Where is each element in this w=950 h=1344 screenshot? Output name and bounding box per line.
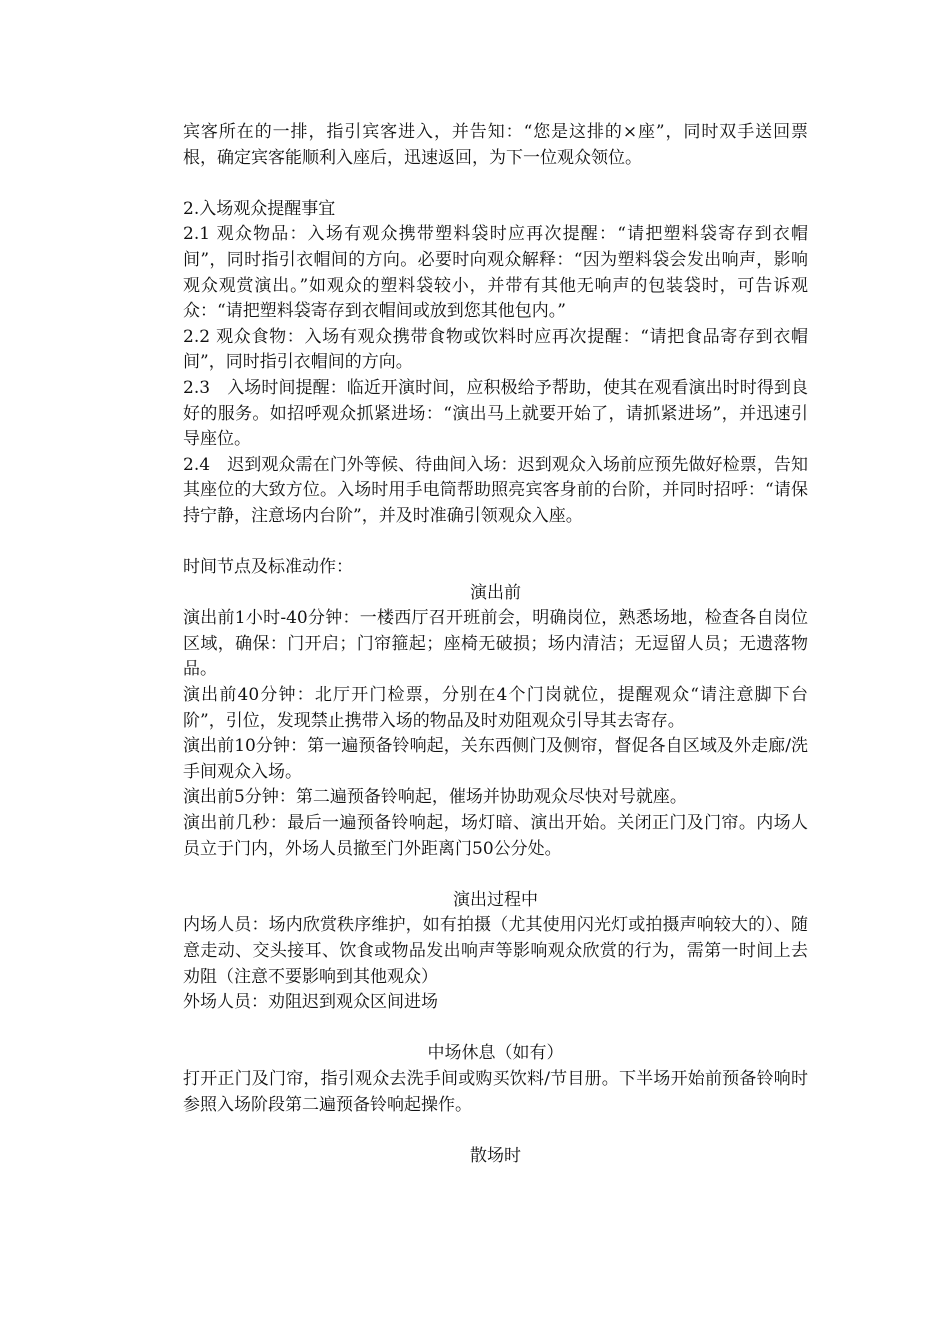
- reminder-item-latecomers: 2.4 迟到观众需在门外等候、待曲间入场：迟到观众入场前应预先做好检票，告知其座位的大致方位。入场时用手电筒帮助照亮宾客身前的台阶，并同时招呼：“请保持宁静，注意场内台阶”，并及时准确引领观众入座。: [183, 454, 808, 526]
- reminders-heading: 2.入场观众提醒事宜: [183, 198, 336, 219]
- schedule-heading: 时间节点及标准动作：: [183, 557, 353, 578]
- during-item-inner-staff: 内场人员：场内欣赏秩序维护，如有拍摄（尤其使用闪光灯或拍摄声响较大的）、随意走动、交头接耳、饮食或物品发出响声等影响观众欣赏的行为，需第一时间上去劝阻（注意不要影响到其他观众）: [183, 915, 808, 987]
- section-title-during-show: 演出过程中: [453, 889, 538, 910]
- spacer: [183, 1016, 808, 1042]
- spacer: [183, 862, 808, 888]
- spacer: [183, 1118, 808, 1144]
- reminder-item-food: 2.2 观众食物：入场有观众携带食物或饮料时应再次提醒：“请把食品寄存到衣帽间”，同时指引衣帽间的方向。: [183, 326, 808, 373]
- intermission-item: 打开正门及门帘，指引观众去洗手间或购买饮料/节目册。下半场开始前预备铃响时参照入场阶段第二遍预备铃响起操作。: [183, 1068, 808, 1115]
- intro-paragraph: 宾客所在的一排，指引宾客进入，并告知：“您是这排的×座”，同时双手送回票根，确定宾客能顺利入座后，迅速返回，为下一位观众领位。: [183, 122, 808, 168]
- reminder-item-belongings: 2.1 观众物品：入场有观众携带塑料袋时应再次提醒：“请把塑料袋寄存到衣帽间”，同时指引衣帽间的方向。必要时向观众解释：“因为塑料袋会发出响声，影响观众观赏演出。”如观众的塑料袋较小，并带有其他无响声的包装袋时，可告诉观众：“请把塑料袋寄存到衣帽间或放到您其他包内。”: [183, 224, 808, 322]
- spacer: [183, 530, 808, 556]
- section-title-intermission: 中场休息（如有）: [427, 1043, 564, 1064]
- before-item-1h: 演出前1小时-40分钟：一楼西厅召开班前会，明确岗位，熟悉场地，检查各自岗位区域，确保：门开启；门帘箍起；座椅无破损；场内清洁；无逗留人员；无遗落物品。: [183, 608, 808, 680]
- document-page: [183, 120, 808, 1169]
- spacer: [183, 171, 808, 197]
- before-item-40min: 演出前40分钟：北厅开门检票，分别在4个门岗就位，提醒观众“请注意脚下台阶”，引位，发现禁止携带入场的物品及时劝阻观众引导其去寄存。: [183, 685, 808, 731]
- section-title-dismissal: 散场时: [470, 1145, 521, 1166]
- before-item-seconds: 演出前几秒：最后一遍预备铃响起，场灯暗、演出开始。关闭正门及门帘。内场人员立于门内，外场人员撤至门外距离门50公分处。: [183, 813, 808, 859]
- reminder-item-entry-time: 2.3 入场时间提醒：临近开演时间，应积极给予帮助，使其在观看演出时时得到良好的服务。如招呼观众抓紧进场：“演出马上就要开始了，请抓紧进场”，并迅速引导座位。: [183, 377, 808, 450]
- during-item-outer-staff: 外场人员：劝阻迟到观众区间进场: [183, 992, 438, 1013]
- section-title-before-show: 演出前: [470, 582, 521, 603]
- before-item-10min: 演出前10分钟：第一遍预备铃响起，关东西侧门及侧帘，督促各自区域及外走廊/洗手间观众入场。: [183, 736, 808, 782]
- before-item-5min: 演出前5分钟：第二遍预备铃响起，催场并协助观众尽快对号就座。: [183, 787, 687, 808]
